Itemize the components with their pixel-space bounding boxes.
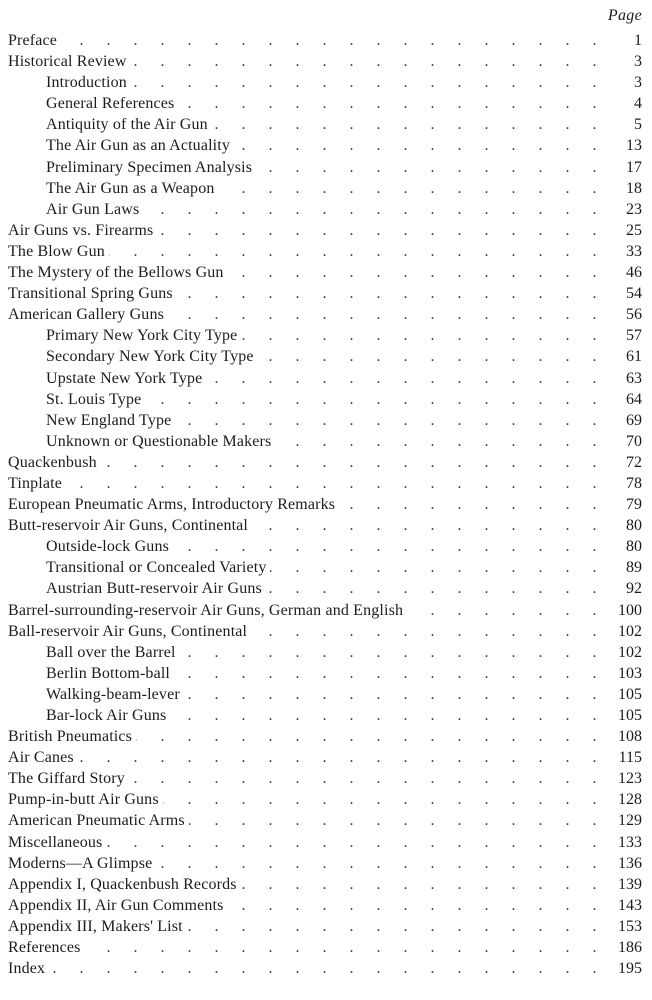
toc-page-number: 103 — [618, 664, 642, 682]
toc-entry-title: Antiquity of the Air Gun — [46, 116, 208, 134]
toc-entry-title: Transitional Spring Guns — [8, 285, 173, 303]
toc-entry — [8, 726, 642, 747]
dot-leader — [170, 705, 606, 726]
dot-leader — [178, 93, 606, 114]
toc-entry — [8, 853, 642, 874]
toc-entry-title: Preliminary Specimen Analysis — [46, 158, 253, 176]
dot-leader — [227, 895, 606, 916]
toc-entry — [8, 768, 642, 789]
toc-page-number: 1 — [634, 32, 642, 49]
dot-leader — [66, 473, 606, 494]
toc-page-number: 100 — [618, 601, 642, 619]
toc-page-number: 102 — [618, 643, 642, 661]
toc-page-number: 195 — [618, 960, 642, 978]
dot-leader — [241, 874, 606, 895]
toc-page-number: 105 — [618, 685, 642, 703]
toc-page-number: 143 — [618, 896, 642, 914]
toc-entry-title: Appendix I, Quackenbush Records — [8, 875, 237, 893]
toc-subentry — [8, 114, 642, 135]
toc-subentry — [8, 578, 642, 599]
toc-subentry — [8, 157, 642, 178]
toc-entry — [8, 262, 642, 283]
toc-entry-title: American Pneumatic Arms — [8, 812, 185, 830]
toc-entry-title: Ball over the Barrel — [46, 643, 176, 661]
dot-leader — [241, 325, 606, 346]
toc-page-number: 18 — [626, 179, 642, 197]
toc-entry — [8, 895, 642, 916]
dot-leader — [256, 157, 606, 178]
toc-subentry — [8, 72, 642, 93]
toc-subentry — [8, 389, 642, 410]
toc-entry — [8, 621, 642, 642]
toc-entry-title: Walking-beam-lever — [46, 685, 180, 703]
toc-page-number: 13 — [626, 137, 642, 155]
toc-entry-title: Secondary New York City Type — [46, 348, 254, 366]
dot-leader — [175, 410, 606, 431]
toc-entry — [8, 515, 642, 536]
toc-entry-title: Appendix III, Makers' List — [8, 917, 183, 935]
toc-entry-title: The Air Gun as an Actuality — [46, 137, 231, 155]
dot-leader — [168, 304, 606, 325]
toc-page-number: 25 — [626, 221, 642, 239]
toc-page-number: 17 — [626, 158, 642, 176]
toc-entry — [8, 30, 642, 51]
toc-page-number: 153 — [618, 917, 642, 935]
toc-page-number: 72 — [626, 453, 642, 471]
toc-subentry — [8, 431, 642, 452]
dot-leader — [270, 557, 606, 578]
toc-entry — [8, 937, 642, 958]
toc-entry-title: The Mystery of the Bellows Gun — [8, 264, 224, 282]
toc-entry-title: Transitional or Concealed Variety — [46, 559, 267, 577]
dot-leader — [187, 916, 606, 937]
toc-entry — [8, 494, 642, 515]
toc-page-number: 3 — [634, 74, 642, 92]
dot-leader — [266, 578, 606, 599]
toc-page-number: 136 — [618, 854, 642, 872]
toc-subentry — [8, 93, 642, 114]
toc-page-number: 105 — [618, 707, 642, 724]
toc-page-number: 64 — [626, 390, 642, 408]
toc-entry — [8, 241, 642, 262]
toc-entry-title: European Pneumatic Arms, Introductory Remarks — [8, 496, 336, 514]
toc-entry-title: Air Canes — [8, 749, 74, 767]
toc-page-number: 4 — [634, 95, 642, 113]
toc-entry — [8, 452, 642, 473]
toc-entry-title: British Pneumatics — [8, 728, 133, 746]
toc-page-number: 54 — [626, 285, 642, 303]
toc-subentry — [8, 325, 642, 346]
dot-leader — [180, 642, 606, 663]
dot-leader — [184, 684, 606, 705]
dot-leader — [61, 30, 606, 51]
toc-entry — [8, 600, 642, 621]
toc-entry-title: Index — [8, 960, 46, 978]
dot-leader — [407, 600, 606, 621]
toc-entry-title: Preface — [8, 32, 58, 49]
toc-entry-title: Air Gun Laws — [46, 200, 140, 218]
toc-entry-title: Upstate New York Type — [46, 369, 203, 387]
dot-leader — [109, 241, 606, 262]
toc-page-number: 128 — [618, 791, 642, 809]
dot-leader — [131, 51, 606, 72]
dot-leader — [49, 958, 606, 979]
toc-page-number: 129 — [618, 812, 642, 830]
toc-entry — [8, 874, 642, 895]
toc-subentry — [8, 410, 642, 431]
dot-leader — [136, 726, 606, 747]
toc-entry-title: American Gallery Guns — [8, 306, 164, 324]
toc-entry-title: Miscellaneous — [8, 833, 103, 851]
toc-entry-title: Air Guns vs. Firearms — [8, 221, 154, 239]
dot-leader — [157, 220, 606, 241]
toc-page-number: 46 — [626, 264, 642, 282]
dot-leader — [143, 199, 606, 220]
toc-page-number: 80 — [626, 538, 642, 556]
dot-leader — [129, 768, 606, 789]
toc-page-number: 23 — [626, 200, 642, 218]
toc-page-number: 57 — [626, 327, 642, 345]
dot-leader — [252, 515, 606, 536]
toc-entry-title: Historical Review — [8, 53, 127, 71]
toc-entry — [8, 789, 642, 810]
dot-leader — [101, 452, 606, 473]
dot-leader — [177, 283, 606, 304]
dot-leader — [251, 621, 606, 642]
toc-entry-title: Moderns—A Glimpse — [8, 854, 153, 872]
dot-leader — [189, 810, 606, 831]
toc-entry — [8, 304, 642, 325]
toc-subentry — [8, 178, 642, 199]
toc-entry-title: Tinplate — [8, 474, 62, 492]
dot-leader — [145, 389, 606, 410]
toc-page-number: 56 — [626, 306, 642, 324]
toc-page-number: 78 — [626, 474, 642, 492]
toc-entry — [8, 958, 642, 979]
toc-entry-title: Bar-lock Air Guns — [46, 707, 167, 724]
toc-entry-title: Berlin Bottom-ball — [46, 664, 171, 682]
toc-entry-title: Butt-reservoir Air Guns, Continental — [8, 517, 249, 535]
toc-entry — [8, 916, 642, 937]
toc-entry-title: Primary New York City Type — [46, 327, 238, 345]
toc-entry-title: New England Type — [46, 411, 172, 429]
toc-entry — [8, 747, 642, 768]
dot-leader — [275, 431, 606, 452]
toc-subentry — [8, 368, 642, 389]
toc-entry-title: Quackenbush — [8, 453, 97, 471]
toc-subentry — [8, 663, 642, 684]
toc-entry-title: Outside-lock Guns — [46, 538, 169, 556]
dot-leader — [156, 853, 606, 874]
toc-page-number: 102 — [618, 622, 642, 640]
dot-leader — [339, 494, 606, 515]
dot-leader — [78, 747, 606, 768]
toc-page-number: 115 — [618, 749, 642, 767]
toc-page-number: 61 — [626, 348, 642, 366]
toc-entry — [8, 473, 642, 494]
dot-leader — [106, 832, 606, 853]
toc-entry-title: Introduction — [46, 74, 127, 92]
toc-page-number: 139 — [618, 875, 642, 893]
toc-entry-title: The Air Gun as a Weapon — [46, 179, 215, 197]
page-column-heading: Page — [607, 7, 642, 24]
toc-page-number: 3 — [634, 53, 642, 71]
toc-entry — [8, 810, 642, 831]
toc-page-number: 63 — [626, 369, 642, 387]
table-of-contents — [8, 30, 642, 979]
toc-page-number: 89 — [626, 559, 642, 577]
toc-entry — [8, 283, 642, 304]
toc-subentry — [8, 705, 642, 726]
dot-leader — [258, 346, 606, 367]
toc-subentry — [8, 684, 642, 705]
toc-entry-title: St. Louis Type — [46, 390, 142, 408]
toc-entry-title: The Giffard Story — [8, 770, 125, 788]
toc-entry-title: Pump-in-butt Air Guns — [8, 791, 159, 809]
toc-page-number: 79 — [626, 496, 642, 514]
toc-page-number: 69 — [626, 411, 642, 429]
toc-page-number: 70 — [626, 432, 642, 450]
toc-entry-title: References — [8, 939, 81, 957]
toc-entry — [8, 51, 642, 72]
toc-entry-title: Appendix II, Air Gun Comments — [8, 896, 224, 914]
toc-subentry — [8, 135, 642, 156]
dot-leader — [174, 663, 606, 684]
dot-leader — [206, 368, 606, 389]
dot-leader — [219, 178, 607, 199]
toc-page-number: 108 — [618, 728, 642, 746]
toc-entry-title: Ball-reservoir Air Guns, Continental — [8, 622, 248, 640]
toc-page-number: 123 — [618, 770, 642, 788]
toc-page-number: 133 — [618, 833, 642, 851]
dot-leader — [212, 114, 606, 135]
toc-page-number: 92 — [626, 580, 642, 598]
toc-subentry — [8, 199, 642, 220]
toc-subentry — [8, 557, 642, 578]
dot-leader — [173, 536, 606, 557]
toc-page-number: 186 — [618, 939, 642, 957]
toc-subentry — [8, 536, 642, 557]
toc-entry-title: The Blow Gun — [8, 242, 105, 260]
toc-entry-title: General References — [46, 95, 175, 113]
dot-leader — [131, 72, 606, 93]
toc-subentry — [8, 642, 642, 663]
toc-page-number: 80 — [626, 517, 642, 535]
toc-subentry — [8, 346, 642, 367]
dot-leader — [85, 937, 606, 958]
toc-page-number: 33 — [626, 242, 642, 260]
dot-leader — [163, 789, 606, 810]
toc-entry-title: Barrel-surrounding-reservoir Air Guns, German and English — [8, 601, 404, 619]
toc-page-number: 5 — [634, 116, 642, 134]
toc-entry — [8, 832, 642, 853]
toc-entry-title: Austrian Butt-reservoir Air Guns — [46, 580, 262, 598]
dot-leader — [228, 262, 606, 283]
toc-entry — [8, 220, 642, 241]
dot-leader — [234, 135, 606, 156]
toc-entry-title: Unknown or Questionable Makers — [46, 432, 272, 450]
